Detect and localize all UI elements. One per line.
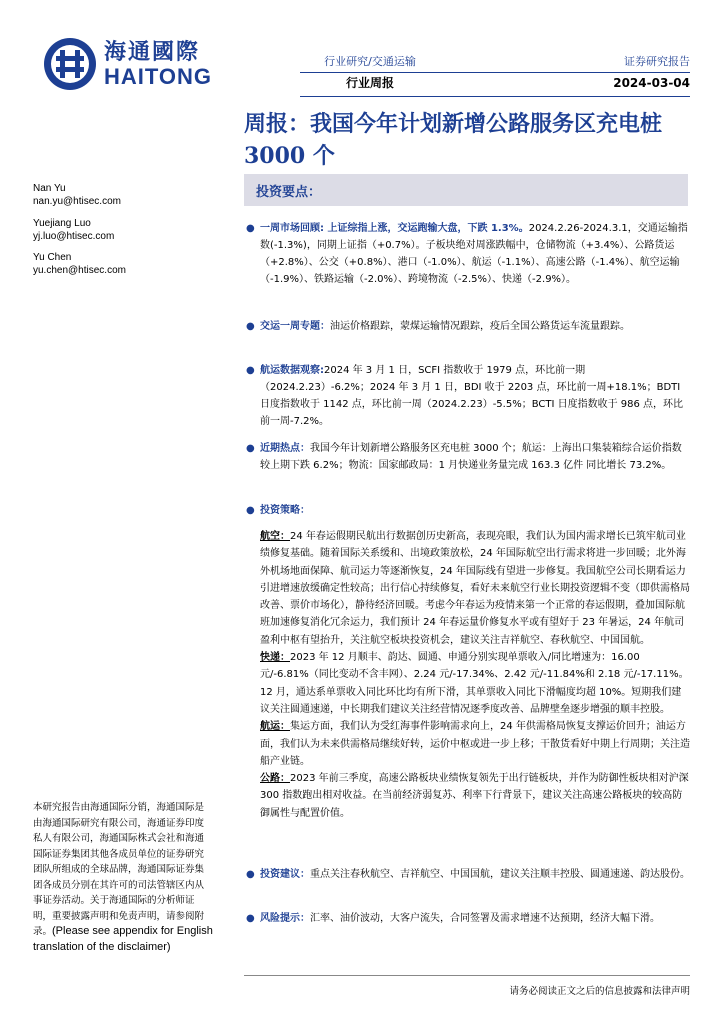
author-name: Yu Chen [33,252,72,263]
bullet-hot-topics [246,440,690,474]
bullet-dot-icon: ● [246,505,255,516]
bullet-head: 风险提示： [260,913,310,924]
bullet-weekly-topic [246,318,690,335]
bullet-text: 2024 年 3 月 1 日，SCFI 指数收于 1979 点，环比前一期（2024.2.23）-6.2%；2024 年 3 月 1 日，BDI 收于 2203 点，环比前一周+18.1%；BDTI 日度指数收于 1142 点，环比前一周（2024.2.23）-5.5%；BCTI 日度指数收于 986 点，环比前一周-7.2%。 [260,365,684,427]
haitong-logo [42,35,227,93]
report-date: 2024-03-04 [613,76,690,90]
footer-notice: 请务必阅读正文之后的信息披露和法律声明 [509,986,690,997]
bullet-text: 2024.2.26-2024.3.1，交通运输指数(-1.3%)，同期上证指（+0.7%）。子板块绝对周涨跌幅中，仓储物流（+3.4%）、公路货运（+2.8%）、公交（+0.8%）、港口（-1.0%）、航运（-1.1%）、高速公路（-1.4%）、航空运输（-1.9%）、铁路运输（-2.0%）、跨境物流（-2.5%）、快递（-2.9%）。 [260,223,688,285]
disclaimer-en: (Please see appendix for English translation of the disclaimer) [33,925,213,953]
brand-cn: 海通國際 [104,39,201,65]
author-1 [33,182,121,208]
author-3 [33,251,126,277]
bullet-text: 油运价格跟踪，蒙煤运输情况跟踪，疫后全国公路货运车流量跟踪。 [330,321,630,332]
bullet-strategy [246,502,690,519]
strategy-express: 快递：2023 年 12 月顺丰、韵达、圆通、申通分别实现单票收入/同比增速为：16.00 元/-6.81%（同比变动不含丰网）、2.24 元/-17.34%、2.42 元/-11.84%和 2.18 元/-17.11%。12 月，通达系单票收入同比环比均有所下滑，其单票收入同比下滑幅度均超 10%。短期我们建议关注圆通速递，中长期我们建议关注经营情况逐季度改善、品牌壁垒逐步增强的顺丰控股。 [260,652,689,715]
report-type: 行业周报 [345,76,394,90]
bullet-dot-icon: ● [246,321,255,332]
header-rule-bottom [300,96,690,97]
header-right [560,52,690,94]
bullet-dot-icon: ● [246,365,255,376]
author-email[interactable]: nan.yu@htisec.com [33,196,121,207]
report-category: 行业研究/交通运输 [324,55,416,68]
strategy-shipping: 航运：集运方面，我们认为受红海事件影响需求向上，24 年供需格局恢复支撑运价回升；油运方面，我们认为未来供需格局继续好转，运价中枢或进一步上移；干散货看好中期上行周期；关注造船产业链。 [260,721,690,767]
bullet-dot-icon: ● [246,443,255,454]
bullet-text: 我国今年计划新增公路服务区充电桩 3000 个；航运：上海出口集装箱综合运价指数较上期下跌 6.2%；物流：国家邮政局：1 月快递业务量完成 163.3 亿件 同比增长 73.2%。 [260,443,682,471]
footer-rule [244,975,690,976]
bullet-head: 近期热点： [260,443,310,454]
bullet-market-review [246,220,690,288]
report-title: 周报：我国今年计划新增公路服务区充电桩 3000 个 [244,111,663,169]
haitong-emblem-icon [42,36,98,92]
strategy-highway: 公路：2023 年前三季度，高速公路板块业绩恢复领先于出行链板块，并作为防御性板块相对沪深 300 指数跑出相对收益。在当前经济弱复苏、利率下行背景下，建议关注高速公路板块的较高防御属性与配置价值。 [260,773,689,819]
header-middle [300,52,440,94]
bullet-head: 投资建议： [260,869,310,880]
strategy-aviation: 航空：24 年春运假期民航出行数据创历史新高，表现亮眼，我们认为国内需求增长已筑牢航司业绩修复基础。随着国际关系缓和、出境政策放松，24 年国际航空出行需求将进一步回暖；北外海外机场地面保障、航司运力等逐渐恢复，24 年国际线有望进一步修复。我国航空公司长期看运力引进增速放缓确定性较高；出行信心持续修复，看好未来航空行业长期投资逻辑不变（即供需格局改善、票价市场化），静待经济回暖。考虑今年春运为疫情来第一个正常的春运假期，叠加国际航班加速修复消化冗余运力，我们预计 24 年春运量价修复水平或有望好于 23 年暑运，24 年航司盈利中枢有望抬升，关注航空板块投资机会，建议关注吉祥航空、春秋航空、中国国航。 [260,531,690,646]
bullet-dot-icon: ● [246,913,255,924]
bullet-investment-advice [246,866,690,883]
header-rule-top [300,72,690,73]
key-points-title: 投资要点： [256,185,322,200]
bullet-dot-icon: ● [246,223,255,234]
bullet-text: 汇率、油价波动，大客户流失，合同签署及需求增速不达预期，经济大幅下滑。 [310,913,660,924]
bullet-dot-icon: ● [246,869,255,880]
author-name: Yuejiang Luo [33,218,91,229]
bullet-risk-warning [246,910,690,927]
author-email[interactable]: yu.chen@htisec.com [33,265,126,276]
bullet-shipping-data [246,362,690,430]
bullet-head: 一周市场回顾: 上证综指上涨，交运跑输大盘，下跌 1.3%。 [260,223,529,234]
bullet-head: 投资策略： [260,505,310,516]
doc-type: 证券研究报告 [624,55,690,68]
author-name: Nan Yu [33,183,66,194]
key-points-header [244,174,688,206]
strategy-section [260,528,690,822]
brand-en: HAITONG [104,64,213,89]
bullet-head: 交运一周专题： [260,321,330,332]
disclaimer [33,800,213,955]
author-2 [33,217,114,243]
disclaimer-cn: 本研究报告由海通国际分销，海通国际是由海通国际研究有限公司，海通证券印度私人有限公司，海通国际株式会社和海通国际证券集团其他各成员单位的证券研究团队所组成的全球品牌，海通国际证券集团各成员分别在其许可的司法管辖区内从事证券活动。关于海通国际的分析师证明，重要披露声明和免责声明，请参阅附录。 [33,802,205,937]
author-email[interactable]: yj.luo@htisec.com [33,231,115,242]
bullet-head: 航运数据观察: [260,365,324,376]
bullet-text: 重点关注春秋航空、吉祥航空、中国国航，建议关注顺丰控股、圆通速递、韵达股份。 [310,869,690,880]
